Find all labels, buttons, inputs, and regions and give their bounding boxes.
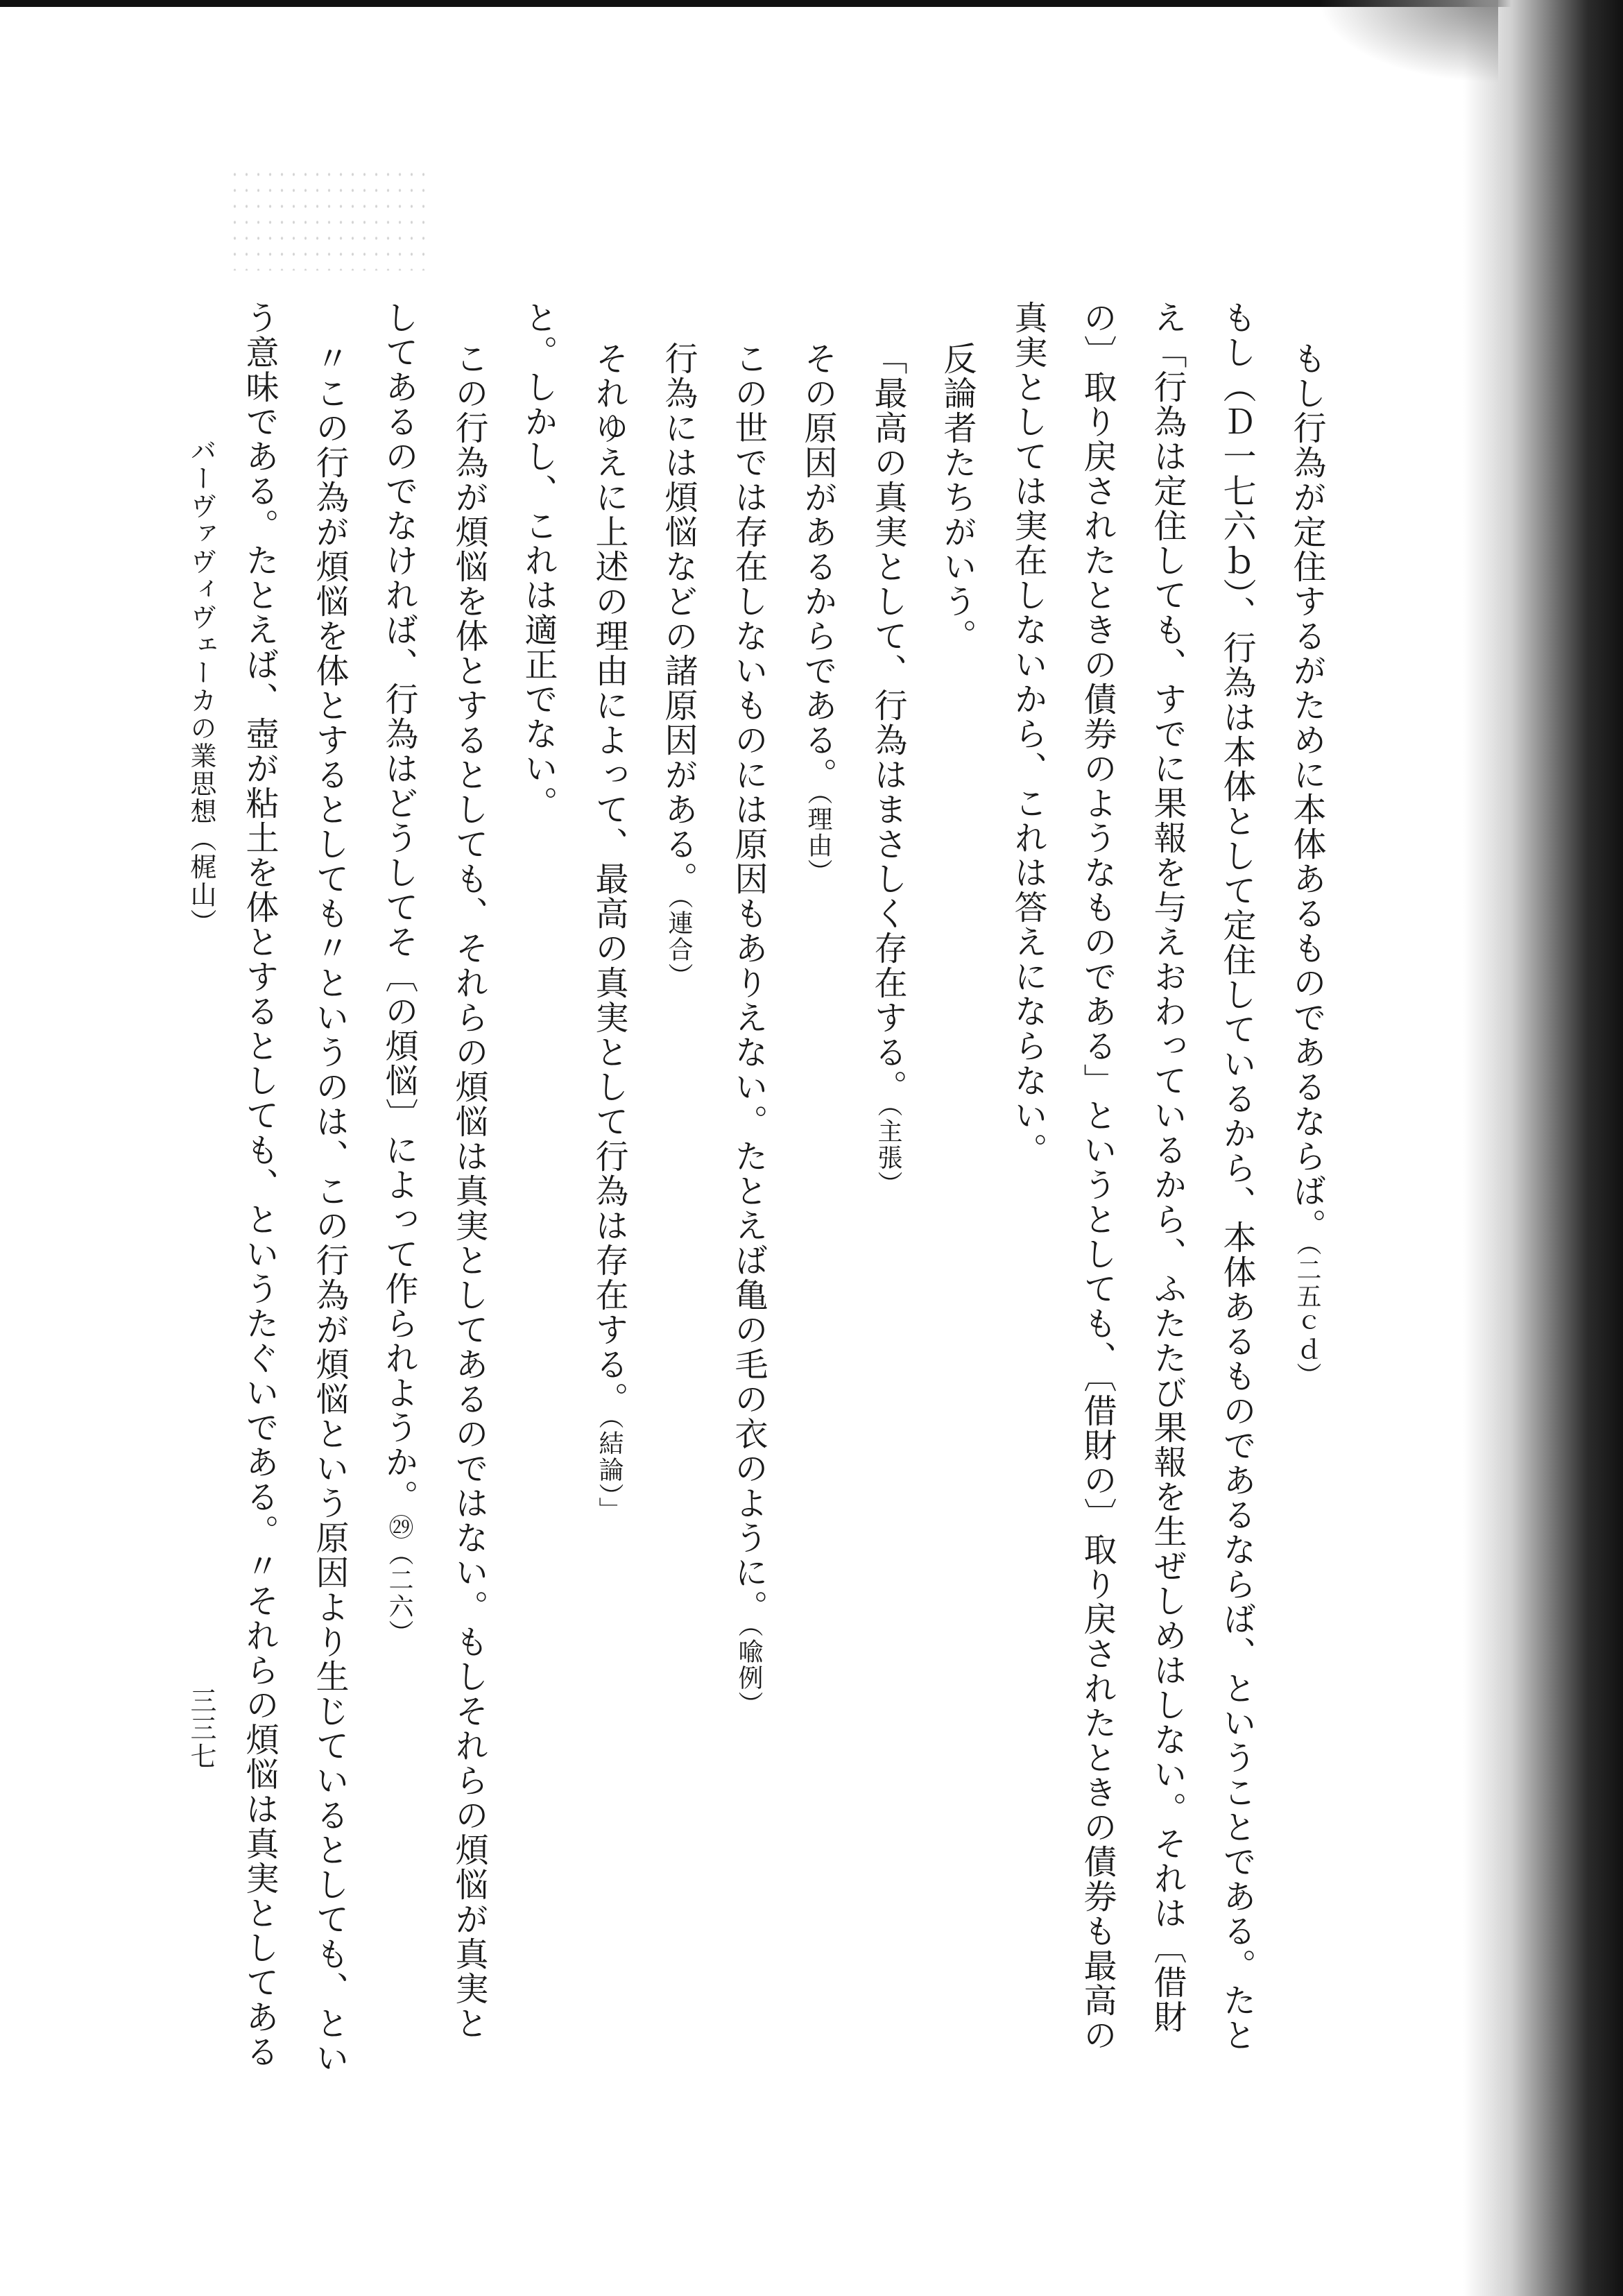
scan-shadow-edge — [1463, 0, 1623, 2296]
text-column: その原因があるからである。（理由） — [798, 341, 837, 885]
text-column: 行為には煩悩などの諸原因がある。（連合） — [659, 341, 698, 989]
text-column: もし行為が定住するがために本体あるものであるならば。（二五ｃｄ） — [1287, 341, 1326, 1389]
text-column: この世では存在しないものには原因もありえない。たとえば亀の毛の衣のように。（喩例） — [729, 341, 768, 1717]
text-column: え「行為は定住しても、すでに果報を与えおわっているから、ふたたび果報を生ぜしめはしない。それは〔借財 — [1148, 300, 1187, 2034]
text-column: この行為が煩悩を体とするとしても、それらの煩悩は真実としてあるのではない。もしそれらの煩悩が真実と — [449, 341, 488, 2041]
text-column: の〕取り戻されたときの債券のようなものである」というとしても、〔借財の〕取り戻されたときの債券も最高の — [1078, 300, 1117, 2053]
text-column: もし（Ｄ一七六ｂ）、行為は本体として定住しているから、本体あるものであるならば、ということである。たと — [1217, 300, 1256, 2053]
text-column: してあるのでなければ、行為はどうしてそ〔の煩悩〕によって作られようか。㉙（二六） — [379, 300, 418, 1646]
text-column: う意味である。たとえば、壺が粘土を体とするとしても、というたぐいである。〃それらの煩悩は真実としてある — [240, 300, 279, 2069]
text-column: 「最高の真実として、行為はまさしく存在する。（主張） — [868, 341, 907, 1197]
text-column: 真実としては実在しないから、これは答えにならない。 — [1008, 300, 1047, 1167]
page-number: 三三七 — [186, 1687, 216, 1770]
running-title: バーヴァヴィヴェーカの業思想（梶山） — [186, 437, 216, 936]
scan-shadow-top — [1318, 0, 1498, 83]
text-column: 〃この行為が煩悩を体とするとしても〃というのは、この行為が煩悩という原因より生じているとしても、とい — [310, 341, 349, 2075]
text-column: それゆえに上述の理由によって、最高の真実として行為は存在する。（結論）」 — [590, 341, 628, 1523]
text-column: 反論者たちがいう。 — [938, 341, 977, 653]
scan-speckle — [229, 166, 430, 271]
text-column: と。しかし、これは適正でない。 — [519, 300, 558, 821]
